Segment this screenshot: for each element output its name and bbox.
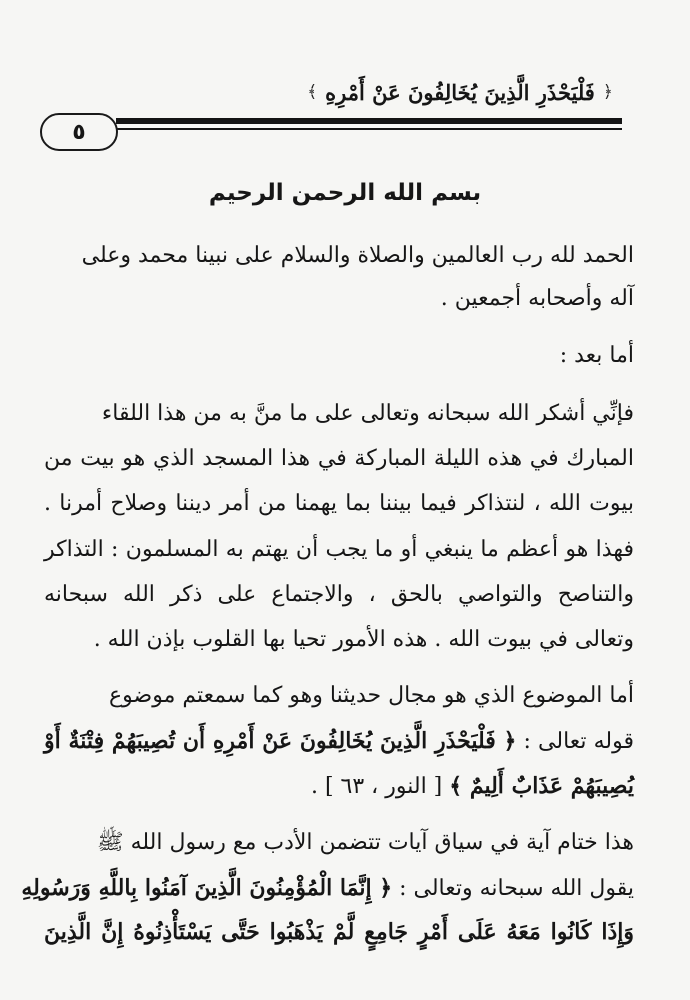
quote-intro-2: يقول الله سبحانه وتعالى : bbox=[399, 876, 634, 901]
text-line-13-body: هذا ختام آية في سياق آيات تتضمن الأدب مع رسول الله bbox=[130, 830, 634, 855]
verse-reference: [ النور ، ٦٣ ] . bbox=[310, 774, 443, 799]
quran-verse: ﴿ فَلْيَحْذَرِ الَّذِينَ يُخَالِفُونَ عَنْ أَمْرِهِ أَن تُصِيبَهُمْ فِتْنَةٌ أَوْ bbox=[44, 728, 517, 754]
text-line-1: الحمد لله رب العالمين والصلاة والسلام على نبينا محمد وعلى bbox=[81, 243, 634, 268]
header-rule-thick bbox=[116, 118, 622, 124]
text-line-6: بيوت الله ، لنتذاكر فيما بيننا بما يهمنا من أمر ديننا وصلاح أمرنا . bbox=[44, 491, 634, 516]
text-line-9: وتعالى في بيوت الله . هذه الأمور تحيا بها القلوب بإذن الله . bbox=[93, 627, 634, 652]
text-line-7: فهذا هو أعظم ما ينبغي أو ما يجب أن يهتم به المسلمون : التذاكر bbox=[44, 537, 634, 562]
salawat-icon: ﷺ bbox=[97, 830, 124, 855]
text-line-8: والتناصح والتواصي بالحق ، والاجتماع على ذكر الله سبحانه bbox=[44, 582, 634, 607]
text-line-3: أما بعد : bbox=[559, 343, 634, 368]
header-title: فَلْيَحْذَرِ الَّذِينَ يُخَالِفُونَ عَنْ أَمْرِهِ bbox=[325, 79, 595, 105]
page-number: ٥ bbox=[40, 113, 118, 151]
quran-verse-end: يُصِيبَهُمْ عَذَابٌ أَلِيمٌ ﴾ bbox=[449, 773, 634, 799]
text-line-14 bbox=[21, 868, 634, 908]
text-line-13 bbox=[97, 823, 634, 863]
text-line-2: آله وأصحابه أجمعين . bbox=[440, 286, 634, 311]
text-line-11 bbox=[44, 721, 634, 761]
header-rule-thin bbox=[116, 128, 622, 130]
basmala: بسم الله الرحمن الرحيم bbox=[208, 180, 482, 206]
ornate-bracket-open-icon: ﴿ bbox=[602, 81, 613, 102]
text-line-10: أما الموضوع الذي هو مجال حديثنا وهو كما سمعتم موضوع bbox=[109, 683, 634, 708]
quran-verse-2: ﴿ إِنَّمَا الْمُؤْمِنُونَ الَّذِينَ آمَنُوا بِاللَّهِ وَرَسُولِهِ bbox=[21, 875, 393, 901]
ornate-bracket-close-icon: ﴾ bbox=[307, 81, 318, 102]
quote-intro: قوله تعالى : bbox=[523, 729, 634, 754]
text-line-12 bbox=[44, 766, 634, 806]
text-line-15: وَإِذَا كَانُوا مَعَهُ عَلَى أَمْرٍ جَامِعٍ لَّمْ يَذْهَبُوا حَتَّى يَسْتَأْذِنُوهُ إِنَّ الَّذِينَ bbox=[44, 919, 634, 945]
running-header bbox=[300, 72, 620, 112]
text-line-4: فإنِّي أشكر الله سبحانه وتعالى على ما منَّ به من هذا اللقاء bbox=[101, 401, 634, 426]
text-line-5: المبارك في هذه الليلة المباركة في هذا المسجد الذي هو بيت من bbox=[44, 446, 634, 471]
